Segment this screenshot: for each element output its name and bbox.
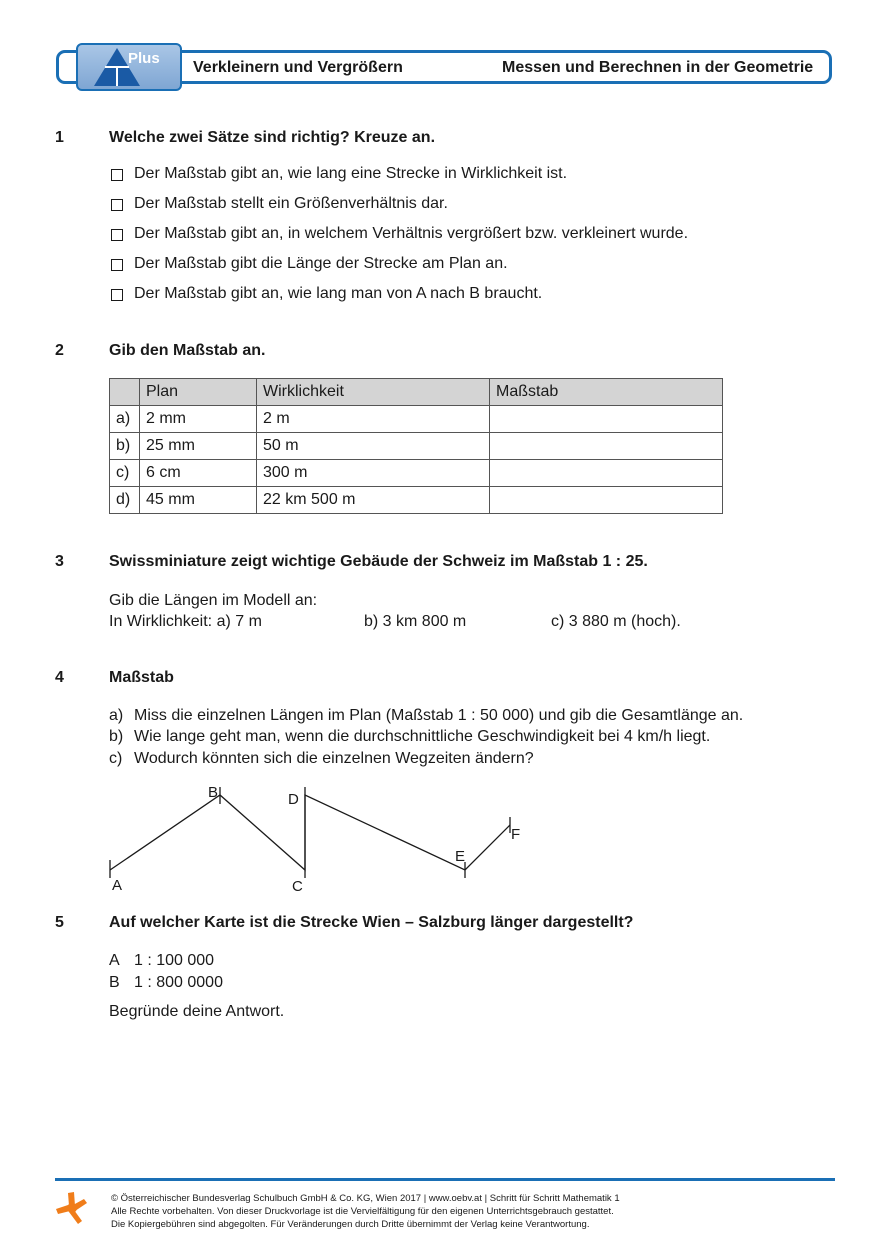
- task-1-heading: Welche zwei Sätze sind richtig? Kreuze an.: [109, 129, 436, 146]
- chapter-title: Verkleinern und Vergrößern: [193, 59, 403, 76]
- task-5-number: 5: [55, 914, 64, 931]
- option-a-value: 1 : 100 000: [134, 952, 215, 969]
- task-4-heading: Maßstab: [109, 669, 174, 686]
- task-4-text-a: Miss die einzelnen Längen im Plan (Maßstab 1 : 50 000) und gib die Gesamtlänge an.: [134, 707, 744, 724]
- copyright-notice: [111, 1192, 620, 1231]
- header-cell: [110, 379, 140, 406]
- task-3-heading: Swissminiature zeigt wichtige Gebäude der Schweiz im Maßstab 1 : 25.: [109, 553, 648, 570]
- route-path: [110, 795, 510, 870]
- answer-cell[interactable]: [490, 487, 723, 514]
- task-4-text-c: Wodurch könnten sich die einzelnen Wegzeiten ändern?: [134, 750, 534, 767]
- task-5-heading: Auf welcher Karte ist die Strecke Wien – Salzburg länger dargestellt?: [109, 914, 634, 931]
- task-5-prompt: Begründe deine Antwort.: [109, 1003, 285, 1020]
- footer-line-3: Die Kopiergebühren sind abgegolten. Für Veränderungen durch Dritte übernimmt der Verlag keine Verantwortung.: [111, 1219, 590, 1230]
- row-label: a): [110, 406, 140, 433]
- publisher-logo-icon: [54, 1190, 90, 1226]
- reality-cell: 2 m: [257, 406, 490, 433]
- checkbox-option-4[interactable]: [111, 259, 123, 271]
- task-4-label-a: a): [109, 707, 124, 724]
- task-4-text-b: Wie lange geht man, wenn die durchschnittliche Geschwindigkeit bei 4 km/h liegt.: [134, 728, 711, 745]
- row-label: b): [110, 433, 140, 460]
- header-cell-massstab: Maßstab: [490, 379, 723, 406]
- reality-cell: 300 m: [257, 460, 490, 487]
- point-label-c: C: [292, 878, 303, 895]
- task-1-number: 1: [55, 129, 64, 146]
- task-4-number: 4: [55, 669, 64, 686]
- table-row: [110, 433, 723, 460]
- option-b-label: B: [109, 974, 120, 991]
- task-3-item-b: b) 3 km 800 m: [364, 613, 467, 630]
- answer-cell[interactable]: [490, 406, 723, 433]
- logo-plus-label: Plus: [128, 50, 160, 67]
- option-3-text: Der Maßstab gibt an, in welchem Verhältnis vergrößert bzw. verkleinert wurde.: [134, 225, 689, 242]
- footer-line-2: Alle Rechte vorbehalten. Von dieser Druckvorlage ist die Vervielfältigung für den eigenen Unterrichtsgebrauch gestattet.: [111, 1206, 614, 1217]
- checkbox-option-1[interactable]: [111, 169, 123, 181]
- plan-cell: 45 mm: [140, 487, 257, 514]
- footer-divider: [55, 1178, 835, 1181]
- reality-cell: 22 km 500 m: [257, 487, 490, 514]
- point-label-b: B: [208, 784, 219, 801]
- option-a-label: A: [109, 952, 120, 969]
- scale-table: [109, 378, 723, 514]
- option-b-value: 1 : 800 0000: [134, 974, 223, 991]
- option-2-text: Der Maßstab stellt ein Größenverhältnis dar.: [134, 195, 448, 212]
- header-cell-plan: Plan: [140, 379, 257, 406]
- checkbox-option-3[interactable]: [111, 229, 123, 241]
- plan-cell: 25 mm: [140, 433, 257, 460]
- task-2-heading: Gib den Maßstab an.: [109, 342, 266, 359]
- footer-line-1: © Österreichischer Bundesverlag Schulbuch GmbH & Co. KG, Wien 2017 | www.oebv.at | Schritt für Schritt Mathematik 1: [111, 1193, 620, 1204]
- answer-cell[interactable]: [490, 460, 723, 487]
- point-label-e: E: [455, 848, 466, 865]
- task-3-item-a: In Wirklichkeit: a) 7 m: [109, 613, 262, 630]
- row-label: d): [110, 487, 140, 514]
- answer-cell[interactable]: [490, 433, 723, 460]
- plan-cell: 6 cm: [140, 460, 257, 487]
- plan-cell: 2 mm: [140, 406, 257, 433]
- option-5-text: Der Maßstab gibt an, wie lang man von A nach B braucht.: [134, 285, 543, 302]
- task-3-item-c: c) 3 880 m (hoch).: [551, 613, 681, 630]
- task-2-number: 2: [55, 342, 64, 359]
- task-4-label-c: c): [109, 750, 123, 767]
- section-title: Messen und Berechnen in der Geometrie: [502, 59, 814, 76]
- route-diagram: [100, 780, 540, 900]
- header-cell-wirklichkeit: Wirklichkeit: [257, 379, 490, 406]
- checkbox-option-5[interactable]: [111, 289, 123, 301]
- point-label-f: F: [511, 826, 521, 843]
- table-row: [110, 487, 723, 514]
- option-1-text: Der Maßstab gibt an, wie lang eine Strecke in Wirklichkeit ist.: [134, 165, 568, 182]
- task-3-number: 3: [55, 553, 64, 570]
- checkbox-option-2[interactable]: [111, 199, 123, 211]
- task-3-instruction: Gib die Längen im Modell an:: [109, 592, 318, 609]
- task-4-label-b: b): [109, 728, 124, 745]
- row-label: c): [110, 460, 140, 487]
- point-label-d: D: [288, 791, 299, 808]
- table-header-row: [110, 379, 723, 406]
- reality-cell: 50 m: [257, 433, 490, 460]
- table-row: [110, 406, 723, 433]
- table-row: [110, 460, 723, 487]
- option-4-text: Der Maßstab gibt die Länge der Strecke am Plan an.: [134, 255, 508, 272]
- point-label-a: A: [112, 877, 123, 894]
